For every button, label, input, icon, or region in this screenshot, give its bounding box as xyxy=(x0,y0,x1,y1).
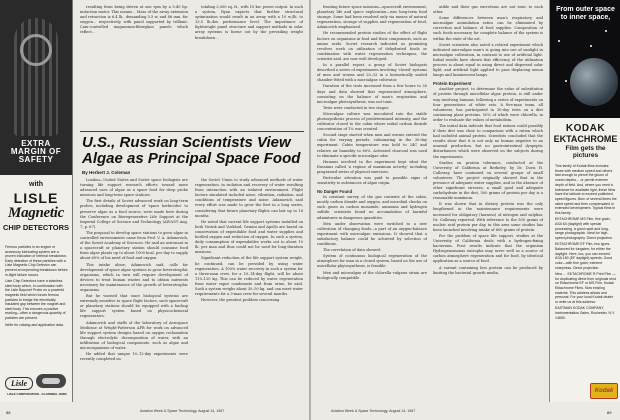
paragraph: He added that unique 10–12-day experiments were recently completed on xyxy=(80,352,188,362)
page-footer: Aviation Week & Space Technology, August 14, 1967 xyxy=(140,409,225,413)
ad-product-word: EKTACHROME xyxy=(553,134,618,144)
paragraph: Microalgae culture was inoculated into the stable photosynthesis process of predetermined intensity, and the cultivator closed to the cabin where initial carbon dioxide concentration of 1% was created. xyxy=(317,111,427,132)
page-number: 89 xyxy=(607,410,612,415)
subheading: No Danger Found xyxy=(317,189,353,195)
paragraph: This intake alone, Adamovich said, calls for development of space algae systems to grow heterotrophic organisms, which in turn will require development of devices to treat human wastes and to obtain nutrients necessary for maintenance of the growth of heterotrophic organisms. xyxy=(80,262,188,292)
kodak-advertisement xyxy=(549,0,620,402)
ad-paragraph: New … EKTACHROME R Print Film — for duplicating direct from originals shot on Ektachrome EF or MS Film, Kodak Ektachrome Films. Now existing material. This address allows and personal. For your local Kodak dealer or write us at this address: xyxy=(555,271,616,305)
paragraph: Significant reduction of the life support system weight, he continued, can be provided by using water regeneration. A 100% water recovery in such a system for a three-man crew, for a 10–14-day flight, will be about 110–120 kg. This can be reduced by water regeneration from water vapor condensate and from urine, he said. Such a system weighs about 30–50 kg. and can meet water requirements for a 3-man crew for several months. xyxy=(195,256,303,297)
left-page xyxy=(0,0,309,420)
paragraph: In a parallel report, a group of Soviet biologists described a series of experiments involving 'closed' systems of men and worms and 20–33 in a hermetically sealed chamber fitted with a microalgae cultivator. xyxy=(317,63,427,83)
ad-body-copy xyxy=(555,164,617,322)
article-top-column-2 xyxy=(195,5,303,130)
ad-paragraph: This family of Kodak films includes those with medium speed and others fast enough to pierce the gloom of ocean depths… or permit extreme depth of field. And, where you need a tolerance for available light, these films have the latitude to exceed published speed figures. Born of several times the rated speed and then compensated in extended development. Typical films in this family: xyxy=(555,164,617,216)
paragraph: Humans involved in the experiment kept what the Russians called 'a regime of maximum activity,' including programed series of physical exercises. xyxy=(317,159,427,174)
paragraph: Tests were conducted in two stages: xyxy=(323,105,390,110)
paragraph: Men and microalgae of the chlorella vulgaris strain are biologically compatible xyxy=(317,270,427,280)
article-column-3 xyxy=(317,5,427,405)
planet-earth-image xyxy=(570,58,618,106)
paragraph: But he warned that since biological systems are extremely sensitive to space flight factors, such spacecraft or planetary stations should be equipped with a backup life support system based on physicochemical regenerators. xyxy=(80,294,188,319)
page-footer: Aviation Week & Space Technology, August 14, 1967 xyxy=(331,409,416,413)
paragraph: totaling 3,000 sq. ft., with 10 kw. power output. In such a system, Ryan expects that further structural optimization would result in an array with a 10 w./lb. to 13.5 lb./kw. performance level. The importance of lightweight panel structure and support methods in solar array systems is borne out by the prevailing weight breakdown... xyxy=(195,5,303,40)
paragraph: Some differences between man's respiratory and microalgae assimilation ratios can be eliminated by correction and balance of food supplies. Composition of such foods necessary for complete balance of the system is within the state of the art. xyxy=(433,16,543,41)
article-top-column-1 xyxy=(80,5,188,130)
paragraph: fronting future space missions—spacecraft environment, planetary life and space exploration—was long-term food storage. Some had been resolved only via means of natural regeneration, storage of supplies and regeneration of food, Adamovich emphasized. xyxy=(317,5,427,30)
paragraph: System of continuous biological regeneration of the atmosphere for man in a closed system, based on the use of unicellular phytosynthesis, is feasible. xyxy=(317,254,427,269)
ad-tagline: Film gets the pictures xyxy=(565,145,606,159)
paragraph: London—United States and Soviet space biologists are turning life support research efforts toward more advanced uses of algae as a space food for deep probe missions and long-term space stations. xyxy=(80,178,188,198)
paragraph: resulting from being driven at one rpm by a 0.40 hp. induction motor. This means... Mass of the array extension and retraction is 6.4 lb., demanding 5.5 w. and 86 mm. for oxygen... respectively, with panel supported by trilliant. Cam-controlled magnesium-fiberglass panels which reflect... xyxy=(80,5,188,35)
paragraph: Another project, to determine the value of substitution of protein through unicellular algae protein, is still under way involving humans, following a series of experiments on four generations of white rats. A five-man team, all volunteers, has participated in 30-day tests on a diet containing plant proteins, 50% of which were chlorella, in order to evaluate the values of metabolism. xyxy=(433,87,543,122)
kodak-logo: Kodak xyxy=(590,383,618,399)
star-dot xyxy=(590,45,592,47)
paragraph: However, the greatest problem concerning xyxy=(201,298,280,303)
paragraph: It was shown that in dietary protein was the only lengthened in the maintenance requirements were increased for obligatory (harness) of nitrogen and sulphur, Dr. Calloway reported. With reference to the 500 grams of nucleic acid protein per day, in this area some studies has been launched involving intake of 600 grams of protein. xyxy=(433,202,543,232)
section-divider xyxy=(80,131,304,132)
ad-photo-panel xyxy=(0,0,72,175)
ad-product-word: Magnetic xyxy=(8,205,64,221)
paragraph: the Soviet Union to study advanced methods of water regeneration, in isolation and recovery of water resulting from interaction with an isolated environment. Flight factors simulated included noise, vibration, radiation, and conditions of temperature and noise. Adamovich said every effort was made to grow the first in a long series, considering that future planetary flights can last up to 18 months. xyxy=(195,178,303,218)
article-byline: By Herbert J. Coleman xyxy=(82,170,131,175)
ad-paragraph: EKTACHROME MS Film, fine grain, ASA 64 (daylight) with special processing, a good rapid and long-range photographic. Ideal for high-speed photography. Direct projection. xyxy=(555,217,613,241)
ad-headline: EXTRA MARGIN OF SAFETY xyxy=(10,139,62,164)
ad-brand-word: LISLE xyxy=(13,190,59,206)
article-column-1 xyxy=(80,178,188,406)
page-number: 88 xyxy=(6,410,11,415)
ad-paragraph: Lisle Chip Detectors have a stainless steel body which, in combination with the Lisle Bayonet Probe on a powerful magnetic field which forces ferrous particles to bridge the electrically insulated gap between the magnet and steel body. This ensures a positive reading—often a dangerous quantity of particles are present. xyxy=(5,279,66,320)
subheading: Protein Experiment xyxy=(433,81,472,87)
paragraph: Soviet scientists also noted a related experiment which indicated microalgae man's is going into use of sunlight in microalgae cultivation, in contrast to use of artificial light. Initial results have shown that efficiency of the utilization process is about equal in using direct and dispersed solar light, and artificial light applied to pass displacing xenon lamps and luminescent lamps. xyxy=(433,42,543,78)
paragraph: Particular attention was paid to possible signs of sensitivity to substances of algae origin. xyxy=(317,176,427,186)
paragraph: The initial data indicate that food rations could possibly if their diet was close to comparison with a ration which had included animal protein. Scientists concluded that the results show that it is not only no human negative to an unusual production, but no gastrointestinal dyspeptic disturbances which were observed on the subjects during the experiments. xyxy=(433,123,543,159)
right-page xyxy=(311,0,620,420)
paragraph: The correlation of data showed: xyxy=(323,248,382,253)
article-headline: U.S., Russian Scientists View Algae as Principal Space Food xyxy=(82,134,301,167)
engine-ring-illustration xyxy=(20,34,52,66)
paragraph: The first details of Soviet advanced work on long-term probes, including development of 'space herbicides' to preserve algae as a food source, were made here during the Conference on Bioregenerative Life Support at the Imperial College of Science and Technology (AW&ST Aug. 7, p. 67). xyxy=(80,199,188,229)
ad-with-text: with xyxy=(29,181,43,188)
lisle-advertisement xyxy=(0,0,73,402)
ad-company-address: LISLE CORPORATION · CLARINDA, IOWA xyxy=(7,392,67,396)
ad-paragraph: EASTMAN KODAK COMPANY, Instrumentation Sales, Rochester, N.Y. 14650. xyxy=(555,306,615,320)
detector-product-icon xyxy=(36,374,66,388)
paragraph: The proposal to develop space stations to grow algae in controlled environments came from Prof. V. A. Adamovich, of the Soviet Academy of Sciences. He said an astronaut in a spacecraft or planetary station should consume food from algae plants up to about 1000 kcal. per day to supply about 60% of his need of food and oxygen. xyxy=(80,230,188,261)
ad-paragraph: Ferrous particles in an engine or accessory lubricating system are a proven indication of internal breakdown. Early detection of these particles with a Lisle Magnetic Chip Detector can prevent an impending breakdown before in-flight failure occurs. xyxy=(5,245,68,277)
star-dot xyxy=(558,40,560,42)
ad-body-copy xyxy=(5,245,68,329)
paragraph: He recommended protein studies of the effect of flight factors on organisms in food and their components, such as amino acids. Soviet research indicated as promising revolves work on utilization of dehydrated foods or combination with water regeneration techniques, the scientist said, are now well developed. xyxy=(317,31,427,61)
ad-paragraph: EKTACHROME EF Film, two types. Balanced for tungsten; for either the daylight. Here, too, you can exceed ASA 160 (EF daylight) speeds. Good color—with fine grain, extreme sharpness. Direct projection. xyxy=(555,242,613,270)
paragraph: Men under observation were switched to a new cultivation of changing foods—a part of an oxygen-balance experiment with microalgae emissions. It showed that a satisfactory balance could be achieved by selection of conditions. xyxy=(317,221,427,247)
paragraph: Second stage started when men and worms entered the cabin for varying periods, culminating in the 30-day experiment. Cabin temperature was held to 24C and relative air humidity to 60%. Activated charcoal was used to eliminate a specific microalgae odor. xyxy=(317,133,427,158)
ad-product-line: CHIP DETECTORS xyxy=(3,223,69,232)
paragraph: Studies on protein tolerance, conducted at the University of California at Berkeley, by Dr. Doris H. Calloway, have continued on several groups of small volunteers. The project originally showed that in the presence of adequate water supplies, and in the absence of other significant stresses, a small good and adequate carbohydrate in the diet, 500 grams of protein per day is a reasonable maximum. xyxy=(433,160,543,201)
ad-paragraph: Write for catalog and application data. xyxy=(5,322,64,327)
outer-space-photo xyxy=(550,0,620,118)
ad-headline: From outer space to inner space, xyxy=(556,6,615,21)
paragraph: He noted that current life support systems installed on both Vostok and Voskhod, Gemini and Apollo are based on conservation of expendable food and water supplies and bottled oxygen and reduction of oxygen. In such a system, daily consumption of expendables works out to about 10 lb. per man and thus could not be used for long-duration missions. xyxy=(195,219,303,255)
paragraph: atible and their gas excretions are not toxic to each other. xyxy=(433,5,543,15)
paragraph: In constant survey of the gas contents of the cabin, mostly carbon dioxide and oxygen, and microbial checks on such gases as carbon monoxide, ammonia and hydrogen sulfide, scientists found no accumulation of harmful admixtures in dangerous quantities. xyxy=(317,195,427,220)
article-column-2 xyxy=(195,178,303,406)
lisle-logo: Lisle xyxy=(5,377,33,390)
star-dot xyxy=(565,80,567,82)
star-dot xyxy=(605,30,607,32)
paragraph: A variant containing less protein can be produced by limiting the bacterial growth media. xyxy=(433,265,543,275)
paragraph: For the problem of space life support, studies at the University of California deals with a hydrogen-fixing bacterium. First results indicate that the organism Hydrogenomonas eutropha may serve well as a source of carbon atmosphere regeneration and for food, by identical application as a source of food. xyxy=(433,233,543,264)
ad-brand-word: KODAK xyxy=(565,123,606,134)
paragraph: Adamovich and staffs of the laboratory of Aerospace Medicine at Wright-Patterson AFB for work on advanced life support system designs based on oxygen reclamation through electrolytic decomposition of water, with an infiltration of biological components, such as algae and microorganisms of water. xyxy=(80,320,188,350)
paragraph: Duration of the tests increased from a few hours to 30 days and data showed that regenerated atmosphere, consisting on the balance of man's respiration and microalgae photosynthesis, was not toxic. xyxy=(317,84,427,104)
article-column-4 xyxy=(433,5,543,405)
